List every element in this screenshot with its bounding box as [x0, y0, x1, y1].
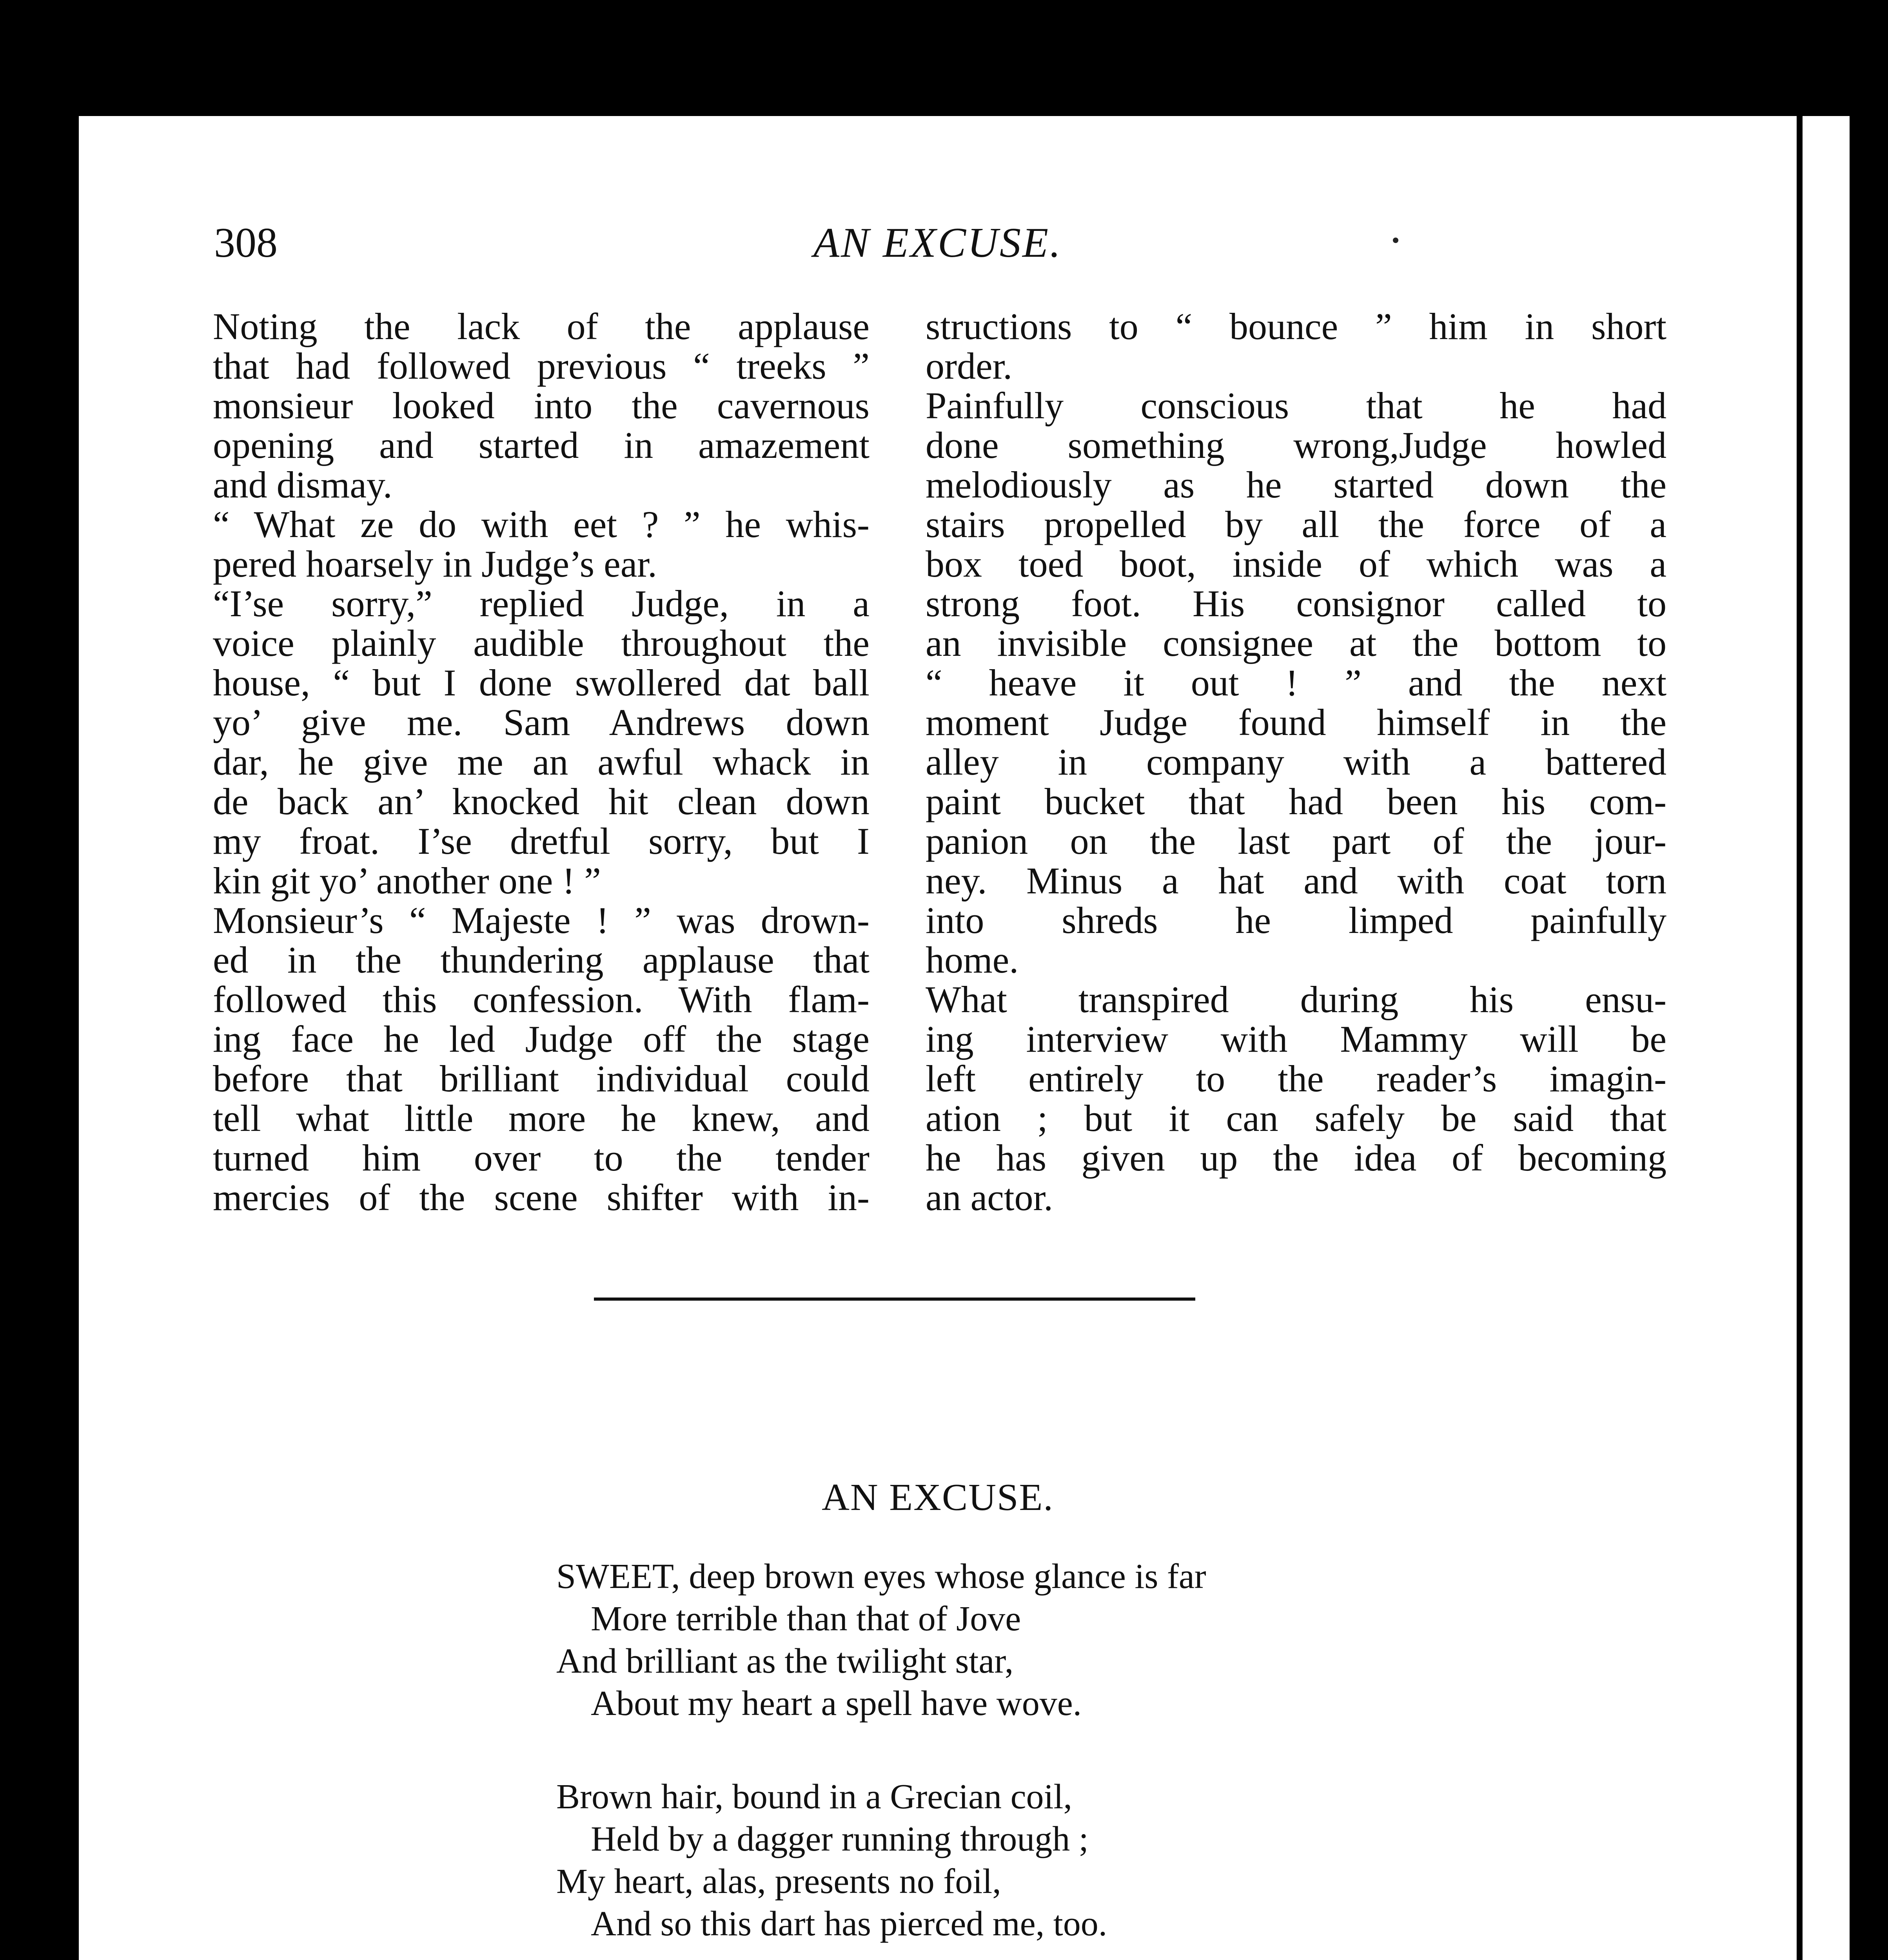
- text-line: done something wrong,Judge howled: [926, 424, 1667, 466]
- text-line: kin git yo’ another one ! ”: [213, 860, 601, 902]
- text-line: order.: [926, 345, 1013, 387]
- text-line: “ heave it out ! ” and the next: [926, 662, 1667, 704]
- section-divider: [594, 1298, 1195, 1301]
- print-speck: [1393, 238, 1398, 243]
- text-line: that had followed previous “ treeks ”: [213, 345, 870, 387]
- stanza-gap: [556, 1945, 1206, 1960]
- text-line: voice plainly audible throughout the: [213, 622, 870, 664]
- text-line: an invisible consignee at the bottom to: [926, 622, 1667, 664]
- poem-title: AN EXCUSE.: [822, 1476, 1054, 1519]
- text-line: mercies of the scene shifter with in-: [213, 1176, 870, 1218]
- text-line: “ What ze do with eet ? ” he whis-: [213, 503, 870, 545]
- text-line: into shreds he limped painfully: [926, 899, 1667, 941]
- poem-line: And so this dart has pierced me, too.: [591, 1904, 1107, 1943]
- text-line: structions to “ bounce ” him in short: [926, 305, 1667, 347]
- poem-line: About my heart a spell have wove.: [591, 1684, 1082, 1723]
- text-line: followed this confession. With flam-: [213, 978, 870, 1020]
- text-line: ney. Minus a hat and with coat torn: [926, 860, 1667, 902]
- text-line: ed in the thundering applause that: [213, 939, 870, 981]
- text-line: left entirely to the reader’s imagin-: [926, 1058, 1667, 1100]
- right-column: [926, 307, 1667, 1217]
- magazine-page: [79, 116, 1797, 1960]
- text-line: Painfully conscious that he had: [926, 385, 1667, 426]
- text-line: opening and started in amazement: [213, 424, 870, 466]
- text-line: turned him over to the tender: [213, 1137, 870, 1179]
- text-line: ing face he led Judge off the stage: [213, 1018, 870, 1060]
- text-line: pered hoarsely in Judge’s ear.: [213, 543, 657, 585]
- text-line: stairs propelled by all the force of a: [926, 503, 1667, 545]
- poem-line: SWEET, deep brown eyes whose glance is far: [556, 1557, 1206, 1596]
- text-line: Monsieur’s “ Majeste ! ” was drown-: [213, 899, 870, 941]
- text-line: yo’ give me. Sam Andrews down: [213, 701, 870, 743]
- text-line: ation ; but it can safely be said that: [926, 1097, 1667, 1139]
- text-line: melodiously as he started down the: [926, 464, 1667, 506]
- text-line: paint bucket that had been his com-: [926, 780, 1667, 822]
- text-line: he has given up the idea of becoming: [926, 1137, 1667, 1179]
- text-line: Noting the lack of the applause: [213, 305, 870, 347]
- text-line: ing interview with Mammy will be: [926, 1018, 1667, 1060]
- text-line: de back an’ knocked hit clean down: [213, 780, 870, 822]
- text-line: strong foot. His consignor called to: [926, 583, 1667, 624]
- text-line: dar, he give me an awful whack in: [213, 741, 870, 783]
- text-line: an actor.: [926, 1176, 1053, 1218]
- text-line: monsieur looked into the cavernous: [213, 385, 870, 426]
- text-line: and dismay.: [213, 464, 392, 506]
- running-head: AN EXCUSE.: [813, 220, 1062, 266]
- text-line: my froat. I’se dretful sorry, but I: [213, 820, 870, 862]
- text-line: tell what little more he knew, and: [213, 1097, 870, 1139]
- poem-line: More terrible than that of Jove: [591, 1599, 1021, 1638]
- text-line: panion on the last part of the jour-: [926, 820, 1667, 862]
- page-number: 308: [214, 220, 278, 266]
- poem-line: My heart, alas, presents no foil,: [556, 1862, 1001, 1901]
- adjacent-page-edge: [1803, 116, 1850, 1960]
- text-line: “I’se sorry,” replied Judge, in a: [213, 583, 870, 624]
- text-line: What transpired during his ensu-: [926, 978, 1667, 1020]
- text-line: before that brilliant individual could: [213, 1058, 870, 1100]
- text-line: home.: [926, 939, 1019, 981]
- stanza-gap: [556, 1725, 1206, 1776]
- text-line: box toed boot, inside of which was a: [926, 543, 1667, 585]
- text-line: alley in company with a battered: [926, 741, 1667, 783]
- poem-line: Held by a dagger running through ;: [591, 1820, 1089, 1858]
- left-column: [213, 307, 870, 1217]
- text-line: house, “ but I done swollered dat ball: [213, 662, 870, 704]
- text-line: moment Judge found himself in the: [926, 701, 1667, 743]
- poem-line: Brown hair, bound in a Grecian coil,: [556, 1777, 1073, 1816]
- poem-body: [556, 1555, 1206, 1960]
- poem-line: And brilliant as the twilight star,: [556, 1642, 1014, 1681]
